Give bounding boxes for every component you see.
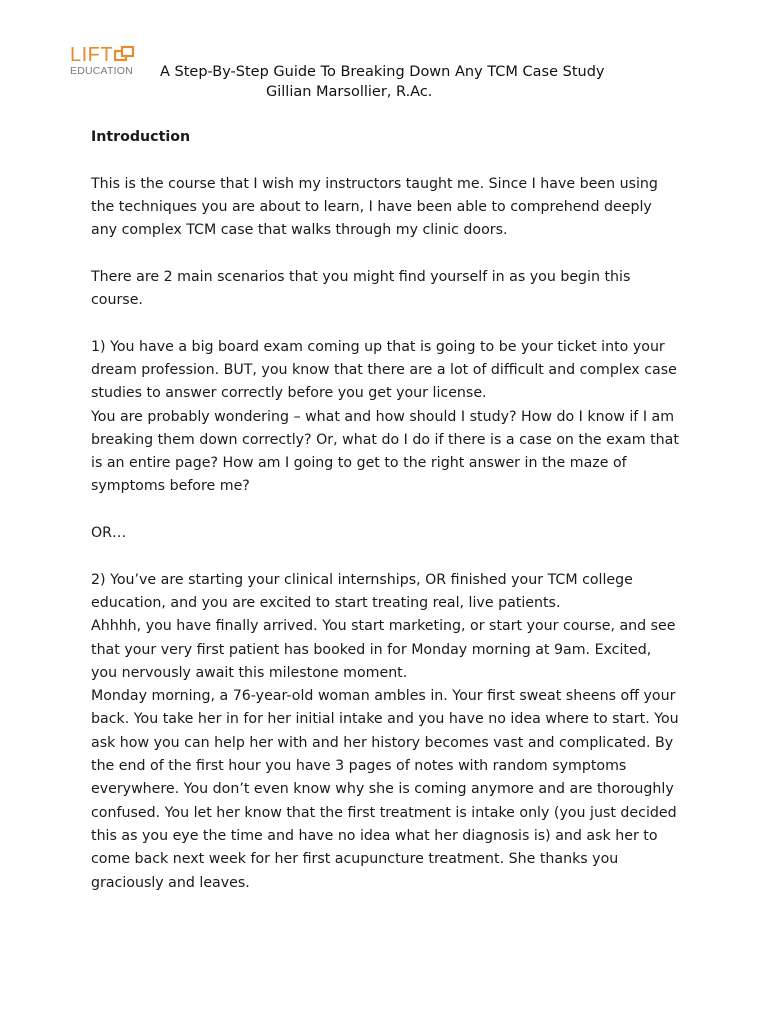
paragraph: Ahhhh, you have finally arrived. You start marketing, or start your course, and see that your very first patient has booked in for Monday morning at 9am. Excited, you nervously await this milestone moment.: [91, 618, 676, 681]
logo-squares-icon: [114, 46, 136, 64]
document-author: Gillian Marsollier, R.Ac.: [266, 84, 433, 100]
lift-education-logo: [70, 44, 138, 80]
paragraph: 2) You’ve are starting your clinical internships, OR finished your TCM college education, and you are excited to start treating real, live patients.: [91, 571, 633, 611]
logo-wordmark: LIFT: [70, 44, 114, 66]
logo-subtitle: EDUCATION: [70, 65, 133, 77]
paragraph: There are 2 main scenarios that you might find yourself in as you begin this course.: [91, 268, 631, 309]
paragraph: You are probably wondering – what and how should I study? How do I know if I am breaking them down correctly? Or, what do I do if there is a case on the exam that is an entire page? How am I going to get to the right answer in the maze of symptoms before me?: [91, 408, 679, 495]
paragraph: 1) You have a big board exam coming up that is going to be your ticket into your dream profession. BUT, you know that there are a lot of difficult and complex case studies to answer correctly before you get your license.: [91, 338, 677, 402]
paragraph: OR…: [91, 525, 127, 542]
section-heading: Introduction: [91, 129, 191, 145]
paragraph: Monday morning, a 76-year-old woman ambles in. Your first sweat sheens off your back. You take her in for her initial intake and you have no idea where to start. You ask how you can help her with and her history becomes vast and complicated. By the end of the first hour you have 3 pages of notes with random symptoms everywhere. You don’t even know why she is coming anymore and are thoroughly confused. You let her know that the first treatment is intake only (you just decided this as you eye the time and have no idea what her diagnosis is) and ask her to come back next week for her first acupuncture treatment. She thanks you graciously and leaves.: [91, 688, 679, 891]
document-title: A Step-By-Step Guide To Breaking Down Any TCM Case Study: [160, 64, 605, 80]
document-body: [91, 126, 681, 895]
paragraph: This is the course that I wish my instructors taught me. Since I have been using the techniques you are about to learn, I have been able to comprehend deeply any complex TCM case that walks through my clinic doors.: [91, 175, 658, 239]
